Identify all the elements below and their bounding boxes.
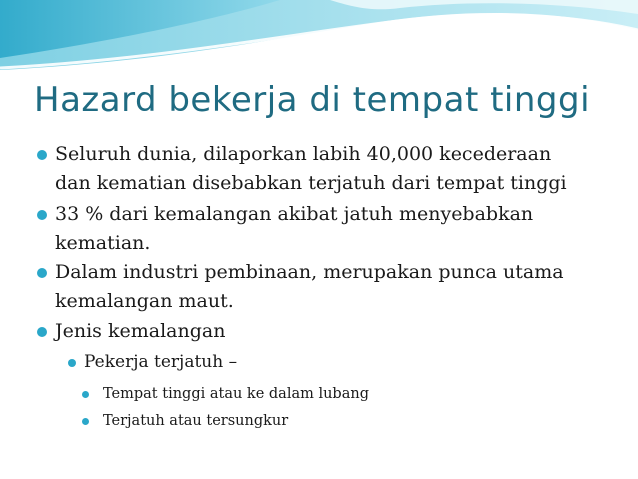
bullet-dot-icon [37,150,47,160]
bullet-text-line: kemalangan maut. [55,290,234,312]
sub-bullet-item [0,350,638,374]
bullet-item [0,258,638,316]
bullet-text-line: kematian. [55,232,151,254]
sub-sub-bullet-item [0,383,638,405]
bullet-item [0,140,638,198]
bullet-text-line: Jenis kemalangan [55,320,226,342]
slide-title: Hazard bekerja di tempat tinggi [34,80,591,120]
sub-sub-bullet-item [0,410,638,432]
bullet-dot-icon [82,418,89,425]
bullet-dot-icon [37,268,47,278]
sub-sub-bullet-text: Tempat tinggi atau ke dalam lubang [103,386,369,402]
bullet-dot-icon [68,359,76,367]
bullet-text-line: Dalam industri pembinaan, merupakan punca utama [55,261,564,283]
sub-bullet-text: Pekerja terjatuh – [84,352,238,372]
bullet-dot-icon [37,210,47,220]
bullet-dot-icon [82,391,89,398]
bullet-text-line: Seluruh dunia, dilaporkan labih 40,000 kecederaan [55,143,552,165]
bullet-item [0,317,638,346]
bullet-text-line: dan kematian disebabkan terjatuh dari tempat tinggi [55,172,567,194]
bullet-text-line: 33 % dari kemalangan akibat jatuh menyebabkan [55,203,534,225]
bullet-item [0,200,638,258]
sub-sub-bullet-text: Terjatuh atau tersungkur [103,413,289,429]
bullet-dot-icon [37,327,47,337]
